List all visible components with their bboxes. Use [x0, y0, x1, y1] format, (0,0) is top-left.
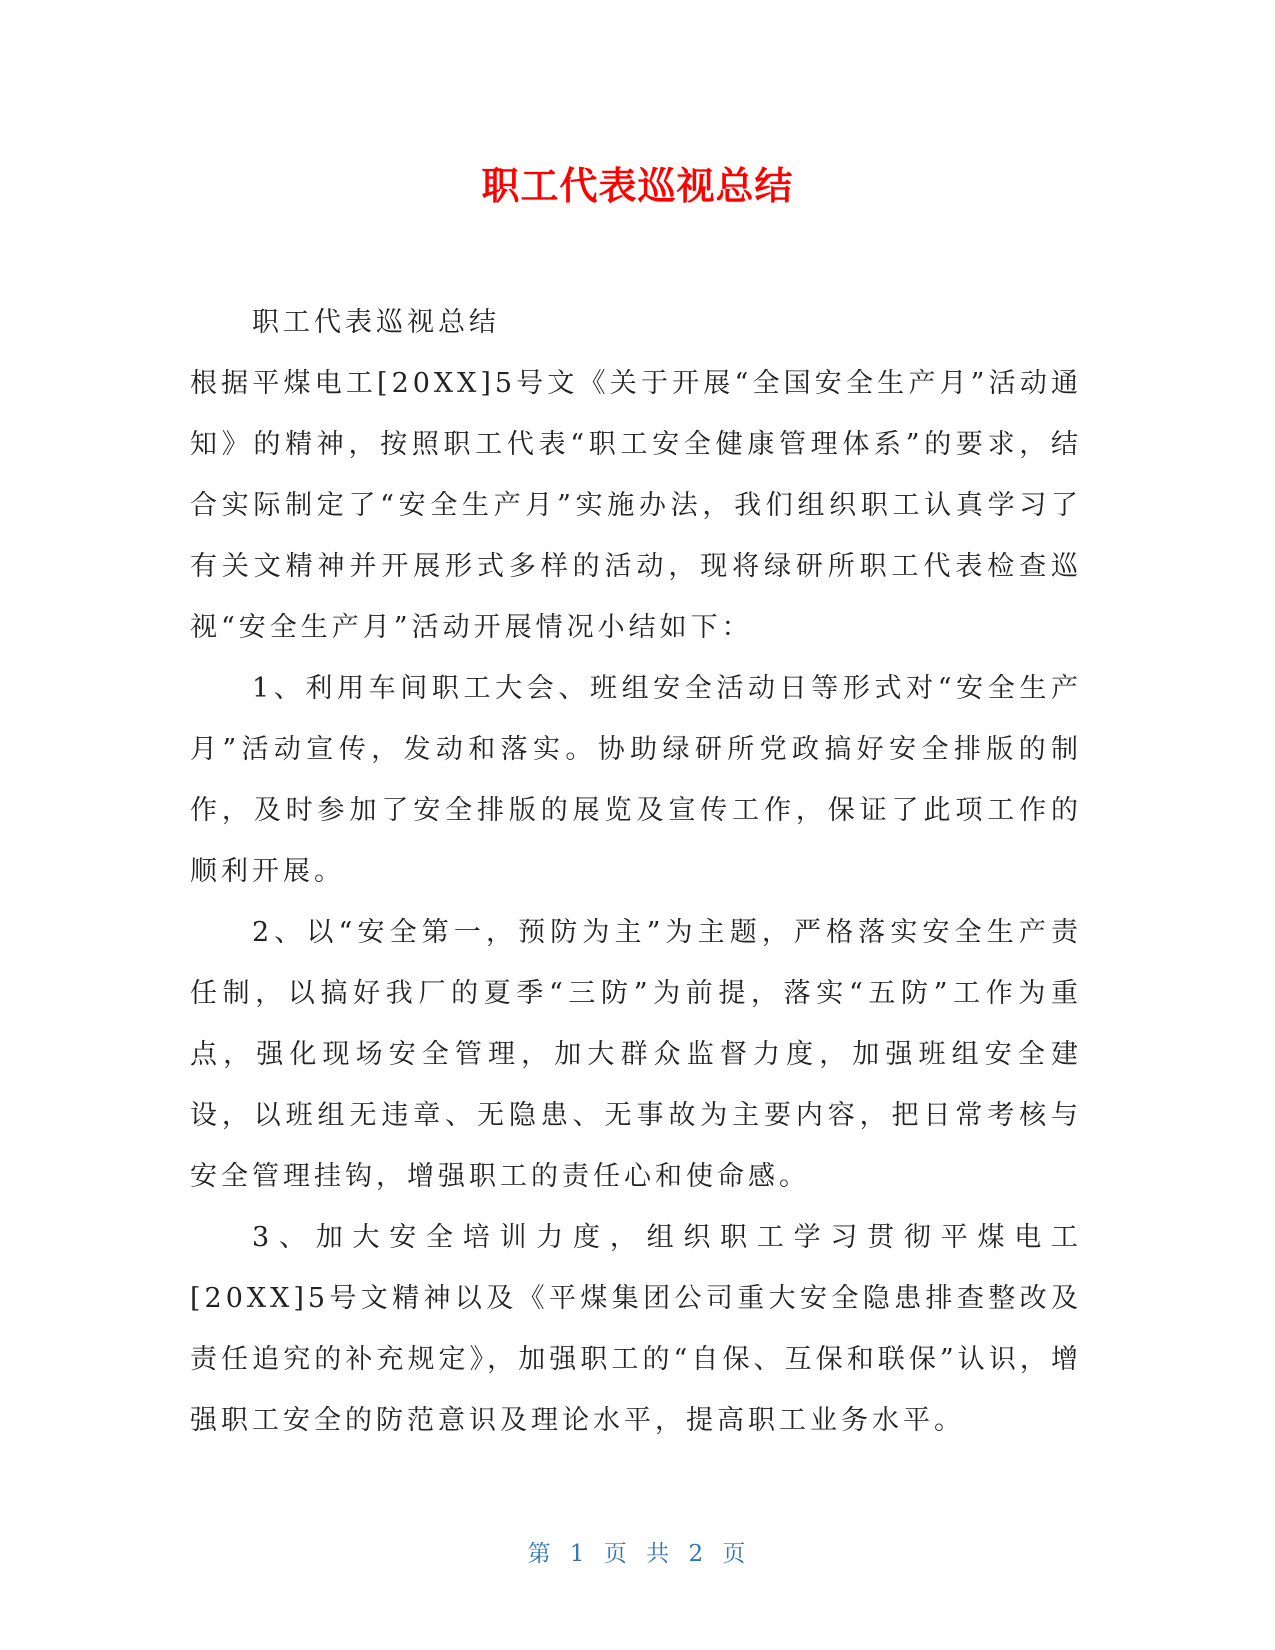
body-paragraph-item-2: 2、以“安全第一，预防为主”为主题，严格落实安全生产责任制，以搞好我厂的夏季“三防”为前提，落实“五防”工作为重点，强化现场安全管理，加大群众监督力度，加强班组安全建设，以班组无违章、无隐患、无事故为主要内容，把日常考核与安全管理挂钩，增强职工的责任心和使命感。 — [190, 917, 1082, 1192]
body-paragraph-intro: 根据平煤电工[20XX]5号文《关于开展“全国安全生产月”活动通知》的精神，按照职工代表“职工安全健康管理体系”的要求，结合实际制定了“安全生产月”实施办法，我们组织职工认真学习了有关文精神并开展形式多样的活动，现将绿研所职工代表检查巡视“安全生产月”活动开展情况小结如下： — [190, 368, 1082, 643]
body-paragraph-item-3: 3、加大安全培训力度，组织职工学习贯彻平煤电工[20XX]5号文精神以及《平煤集团公司重大安全隐患排查整改及责任追究的补充规定》，加强职工的“自保、互保和联保”认识，增强职工安全的防范意识及理论水平，提高职工业务水平。 — [190, 1222, 1082, 1436]
page-number-footer: 第 1 页 共 2 页 — [527, 1541, 748, 1567]
body-paragraph-heading: 职工代表巡视总结 — [252, 307, 500, 338]
document-title: 职工代表巡视总结 — [481, 164, 794, 208]
body-paragraph-item-1: 1、利用车间职工大会、班组安全活动日等形式对“安全生产月”活动宣传，发动和落实。协助绿研所党政搞好安全排版的制作，及时参加了安全排版的展览及宣传工作，保证了此项工作的顺利开展。 — [190, 673, 1082, 887]
document-body — [190, 292, 1082, 1451]
